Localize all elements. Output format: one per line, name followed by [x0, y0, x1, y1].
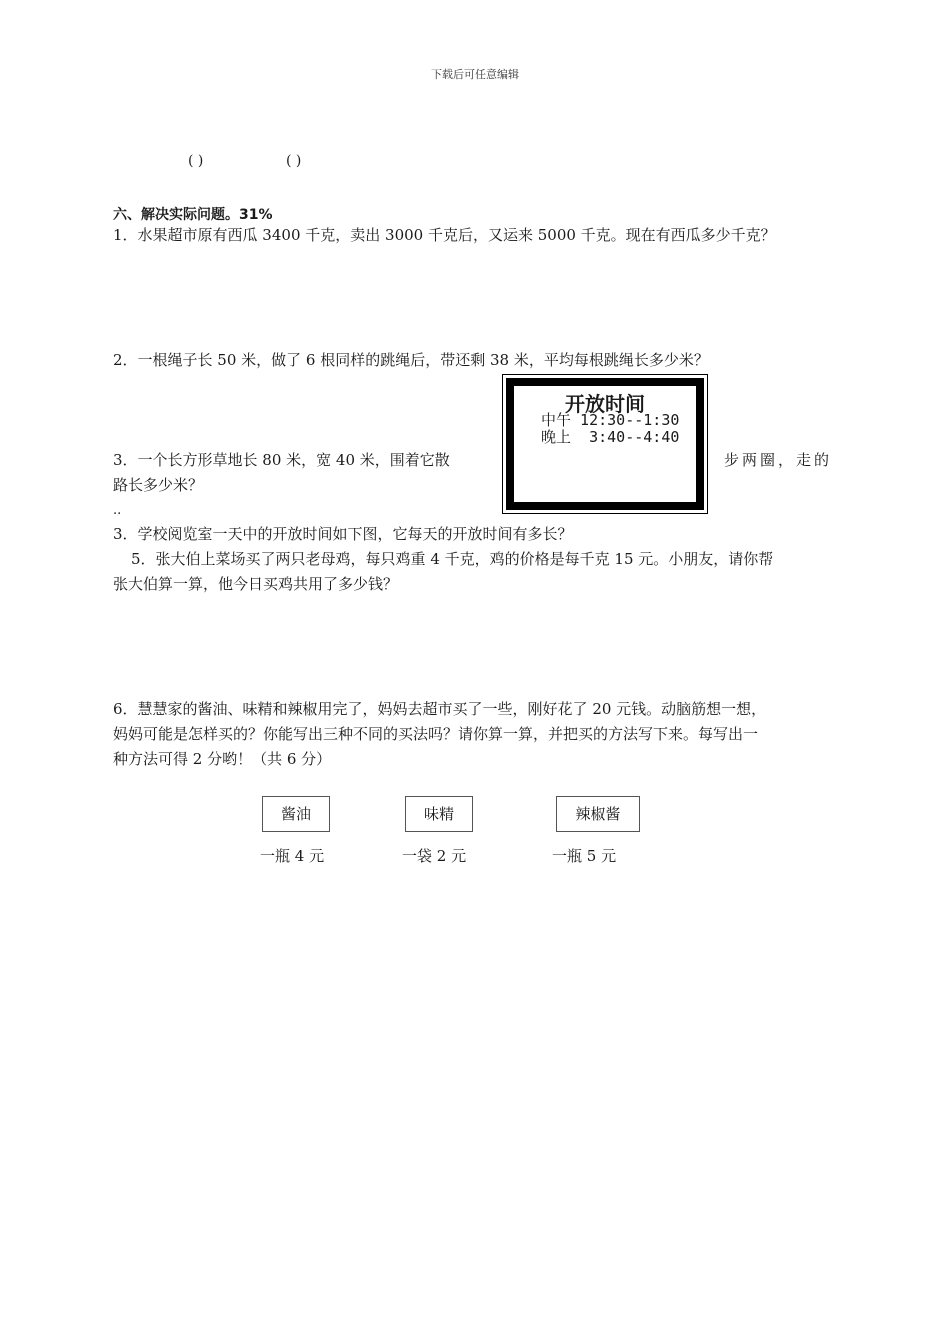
page-header: 下载后可任意编辑: [431, 68, 519, 81]
question-6-line1: 6．慧慧家的酱油、味精和辣椒用完了，妈妈去超市买了一些，刚好花了 20 元钱。动脑筋想一想，: [113, 700, 767, 718]
dots: ..: [113, 503, 122, 518]
question-3a-left: 3．一个长方形草地长 80 米，宽 40 米，围着它散: [113, 451, 450, 469]
sign-row-label: 晚上: [541, 428, 572, 446]
section-title: 六、解决实际问题。31%: [113, 207, 273, 223]
question-6-line2: 妈妈可能是怎样买的？你能写出三种不同的买法吗？请你算一算，并把买的方法写下来。每写出一: [113, 725, 759, 743]
question-6-line3: 种方法可得 2 分哟！（共 6 分）: [113, 750, 332, 768]
question-5-line1: 5．张大伯上菜场买了两只老母鸡，每只鸡重 4 千克，鸡的价格是每千克 15 元。小朋友，请你帮: [131, 550, 774, 568]
sign-row-evening: [541, 429, 679, 445]
item-price-soy-sauce: 一瓶 4 元: [260, 847, 325, 865]
question-5-line2: 张大伯算一算，他今日买鸡共用了多少钱？: [113, 575, 399, 593]
item-box-msg: 味精: [405, 796, 473, 832]
question-1: 1．水果超市原有西瓜 3400 千克，卖出 3000 千克后，又运来 5000 千克。现在有西瓜多少千克？: [113, 226, 776, 244]
question-2: 2．一根绳子长 50 米，做了 6 根同样的跳绳后，带还剩 38 米，平均每根跳绳长多少米？: [113, 351, 709, 369]
question-3b: 3．学校阅览室一天中的开放时间如下图，它每天的开放时间有多长？: [113, 525, 573, 543]
question-3a-cont: 路长多少米？: [113, 476, 204, 494]
sign-row-noon: [541, 412, 679, 428]
sign-title: 开放时间: [565, 392, 645, 416]
sign-row-label: 中午: [541, 411, 572, 429]
opening-hours-sign: [502, 374, 708, 514]
question-3a-right: 步两圈，走的: [724, 451, 833, 469]
sign-row-time: 12:30--1:30: [580, 411, 680, 429]
item-box-soy-sauce: 酱油: [262, 796, 330, 832]
item-price-msg: 一袋 2 元: [402, 847, 467, 865]
answer-blank: ( ): [188, 153, 204, 169]
answer-blank: ( ): [286, 153, 302, 169]
sign-row-time: 3:40--4:40: [580, 428, 680, 446]
item-box-chili-sauce: 辣椒酱: [556, 796, 640, 832]
item-price-chili-sauce: 一瓶 5 元: [552, 847, 617, 865]
